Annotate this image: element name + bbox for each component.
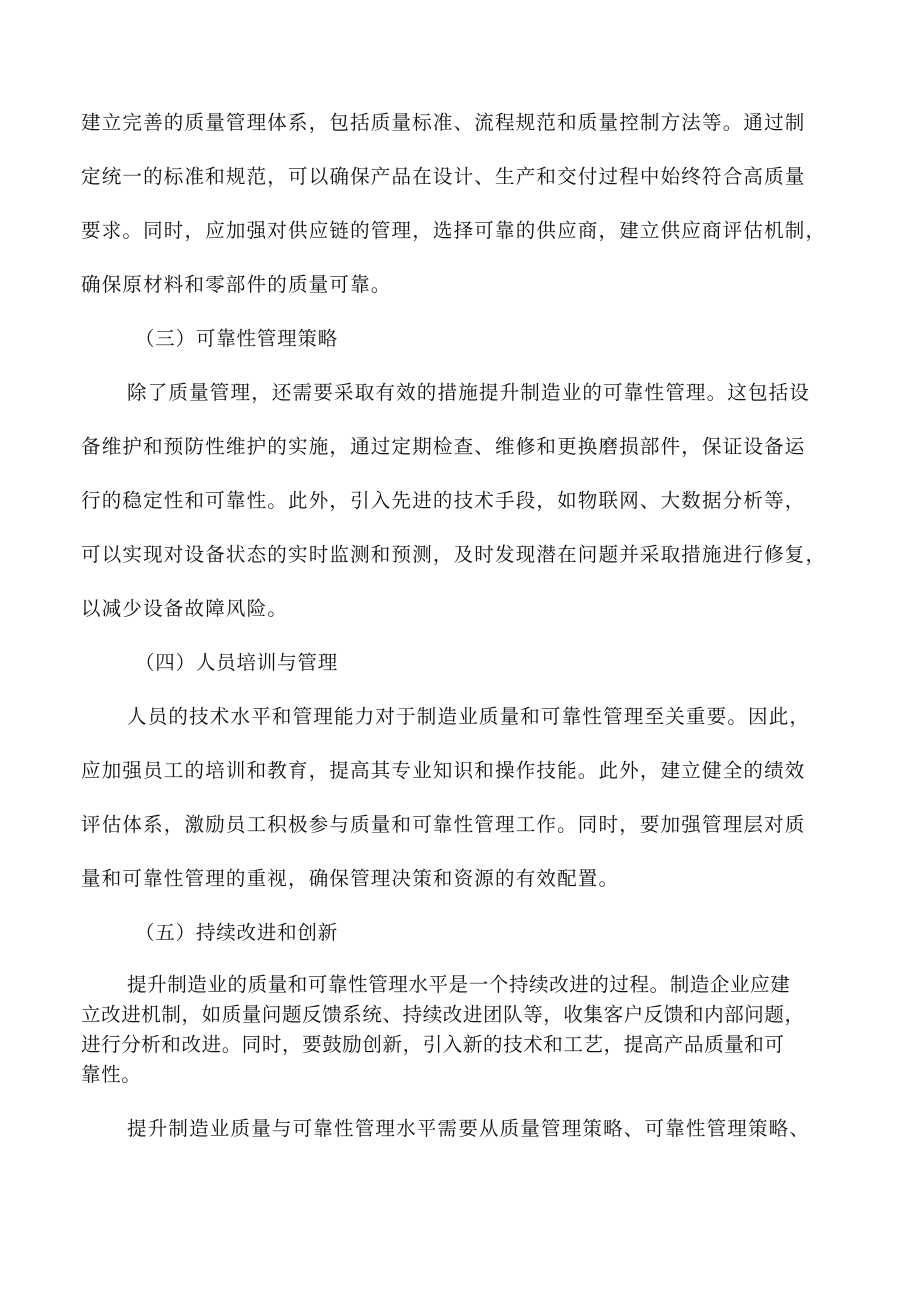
text-line: 立改进机制，如质量问题反馈系统、持续改进团队等，收集客户反馈和内部问题， [81,1003,805,1026]
paragraph-improvement [81,970,851,1090]
section-heading-reliability-strategy: （三）可靠性管理策略 [135,327,339,350]
text-line: 行的稳定性和可靠性。此外，引入先进的技术手段，如物联网、大数据分析等， [81,489,806,512]
text-line: 确保原材料和零部件的质量可靠。 [81,273,392,296]
paragraph-summary [81,1110,851,1148]
text-line: 备维护和预防性维护的实施，通过定期检查、维修和更换磨损部件，保证设备运 [81,435,806,458]
text-line: 进行分析和改进。同时，要鼓励创新，引入新的技术和工艺，提高产品质量和可 [81,1033,785,1056]
paragraph-reliability [81,374,851,644]
text-line: 提升制造业的质量和可靠性管理水平是一个持续改进的过程。制造企业应建 [127,973,791,996]
document-body [81,104,851,1148]
text-line: 提升制造业质量与可靠性管理水平需要从质量管理策略、可靠性管理策略、 [127,1117,811,1140]
text-line: 靠性。 [81,1063,142,1086]
text-line: 人员的技术水平和管理能力对于制造业质量和可靠性管理至关重要。因此， [127,705,811,728]
text-line: 量和可靠性管理的重视，确保管理决策和资源的有效配置。 [81,867,620,890]
text-line: 以减少设备故障风险。 [81,597,289,620]
section-heading-training: （四）人员培训与管理 [135,651,339,674]
text-line: 应加强员工的培训和教育，提高其专业知识和操作技能。此外，建立健全的绩效 [81,759,806,782]
text-line: 定统一的标准和规范，可以确保产品在设计、生产和交付过程中始终符合高质量 [81,165,806,188]
text-line: 评估体系，激励员工积极参与质量和可靠性管理工作。同时，要加强管理层对质 [81,813,806,836]
paragraph-quality-system [81,104,851,320]
text-line: 除了质量管理，还需要采取有效的措施提升制造业的可靠性管理。这包括设 [127,381,811,404]
paragraph-training [81,698,851,914]
text-line: 要求。同时，应加强对供应链的管理，选择可靠的供应商，建立供应商评估机制， [81,219,827,242]
text-line: 可以实现对设备状态的实时监测和预测，及时发现潜在问题并采取措施进行修复， [81,543,827,566]
text-line: 建立完善的质量管理体系，包括质量标准、流程规范和质量控制方法等。通过制 [81,111,806,134]
section-heading-improvement: （五）持续改进和创新 [135,921,339,944]
